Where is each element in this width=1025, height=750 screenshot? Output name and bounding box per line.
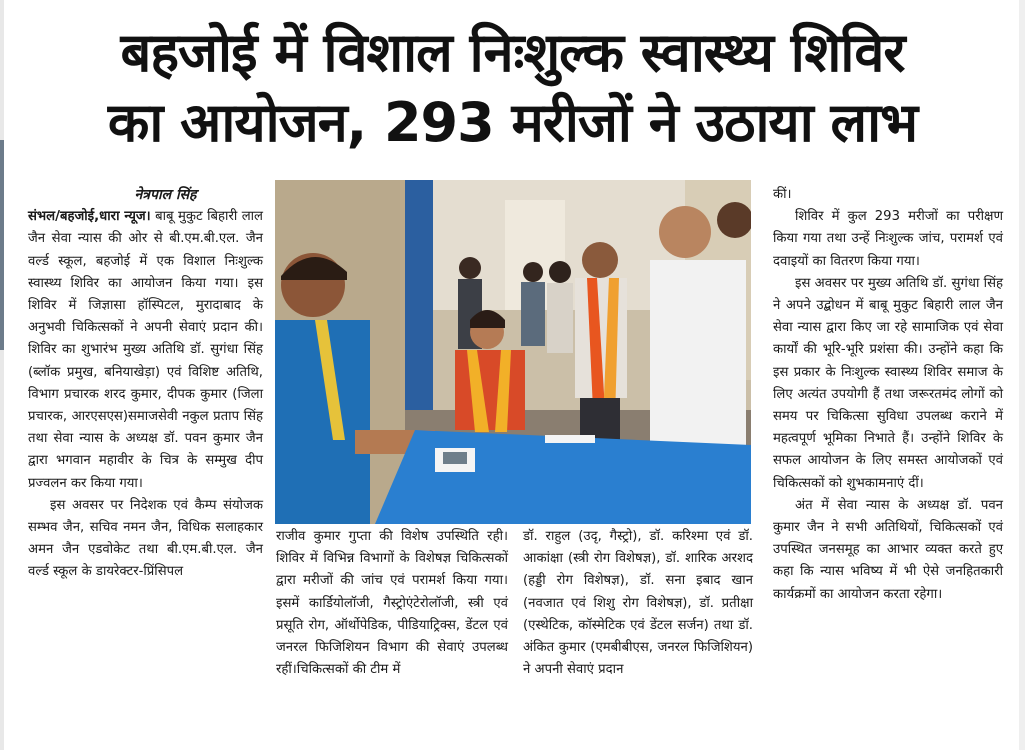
byline: नेत्रपाल सिंह bbox=[134, 187, 197, 203]
page-edge-right bbox=[1019, 0, 1025, 750]
article-col4-para-1: कीं। bbox=[773, 187, 792, 202]
article-column-1 bbox=[28, 184, 263, 584]
article-column-2-text: राजीव कुमार गुप्ता की विशेष उपस्थिति रही।शिविर में विभिन्न विभागों के विशेषज्ञ चिकित्सकों द्वारा मरीजों की जांच एवं परामर्श किया गया। इसमें कार्डियोलॉजी, गैस्ट्रोएंटेरोलॉजी, स्त्री एवं प्रसूति रोग, ऑर्थोपेडिक, पीडियाट्रिक्स, डेंटल एवं जनरल फिजिशियन विभाग की सेवाएं उपलब्ध रहीं।चिकित्सकों की टीम में bbox=[276, 529, 508, 678]
news-photo bbox=[275, 180, 751, 524]
page-edge-left bbox=[0, 0, 4, 750]
article-para-1-text: बाबू मुकुट बिहारी लाल जैन सेवा न्यास की ओर से बी.एम.बी.एल. जैन वर्ल्ड स्कूल, बहजोई में एक विशाल निःशुल्क स्वास्थ्य शिविर का आयोजन किया गया। इस शिविर में जिज्ञासा हॉस्पिटल, मुरादाबाद के अनुभवी चिकित्सकों ने अपनी सेवाएं प्रदान की। शिविर का शुभारंभ मुख्य अतिथि डॉ. सुगंधा सिंह (ब्लॉक प्रमुख, बनियाखेड़ा) एवं विशिष्ट अतिथि, विभाग प्रचारक शरद कुमार, दीपक कुमार (जिला प्रचारक, आरएसएस)समाजसेवी नकुल प्रताप सिंह तथा सेवा न्यास के अध्यक्ष डॉ. पवन कुमार जैन द्वारा भगवान महावीर के चित्र के सम्मुख दीप प्रज्वलन कर किया गया। bbox=[28, 209, 263, 491]
dateline: संभल/बहजोई,धारा न्यूज। bbox=[28, 209, 151, 225]
headline-line-2: का आयोजन, 293 मरीजों ने उठाया लाभ bbox=[107, 91, 918, 154]
article-col4-para-3: इस अवसर पर मुख्य अतिथि डॉ. सुगंधा सिंह ने अपने उद्बोधन में बाबू मुकुट बिहारी लाल जैन सेवा न्यास द्वारा किए जा रहे सामाजिक एवं सेवा कार्यों की भूरि-भूरि प्रशंसा की। उन्होंने कहा कि इस प्रकार के निःशुल्क स्वास्थ्य शिविर समाज के लिए अत्यंत उपयोगी हैं तथा जरूरतमंद लोगों को समय पर चिकित्सा सुविधा उपलब्ध कराने में महत्वपूर्ण भूमिका निभाते हैं। उन्होंने शिविर के सफल आयोजन के लिए समस्त आयोजकों एवं चिकित्सकों को शुभकामनाएं दीं। bbox=[773, 275, 1003, 491]
article-column-3 bbox=[523, 526, 753, 681]
article-column-3-text: डॉ. राहुल (उदृ, गैस्ट्रो), डॉ. करिश्मा एवं डॉ. आकांक्षा (स्त्री रोग विशेषज्ञ), डॉ. शारिक अरशद (हड्डी रोग विशेषज्ञ), डॉ. सना इबाद खान (नवजात एवं शिशु रोग विशेषज्ञ), डॉ. प्रतीक्षा (एस्थेटिक, कॉस्मेटिक एवं डेंटल सर्जन) तथा डॉ. अंकित कुमार (एमबीबीएस, जनरल फिजिशियन) ने अपनी सेवाएं प्रदान bbox=[523, 529, 753, 678]
article-para-1 bbox=[28, 206, 263, 495]
article-column-2 bbox=[276, 526, 508, 681]
headline bbox=[30, 18, 995, 158]
article-para-2: इस अवसर पर निदेशक एवं कैम्प संयोजक सम्भव जैन, सचिव नमन जैन, विधिक सलाहकार अमन जैन एडवोकेट तथा बी.एम.बी.एल. जैन वर्ल्ड स्कूल के डायरेक्टर-प्रिंसिपल bbox=[28, 497, 263, 580]
headline-line-1: बहजोई में विशाल निःशुल्क स्वास्थ्य शिविर bbox=[120, 21, 905, 84]
article-col4-para-2: शिविर में कुल 293 मरीजों का परीक्षण किया गया तथा उन्हें निःशुल्क जांच, परामर्श एवं दवाइयों का वितरण किया गया। bbox=[773, 209, 1003, 269]
article-col4-para-4: अंत में सेवा न्यास के अध्यक्ष डॉ. पवन कुमार जैन ने सभी अतिथियों, चिकित्सकों एवं उपस्थित जनसमूह का आभार व्यक्त करते हुए कहा कि न्यास भविष्य में भी ऐसे जनहितकारी कार्यक्रमों का आयोजन करता रहेगा। bbox=[773, 497, 1003, 602]
adjacent-page-strip bbox=[0, 140, 4, 350]
article-column-4 bbox=[773, 184, 1003, 606]
